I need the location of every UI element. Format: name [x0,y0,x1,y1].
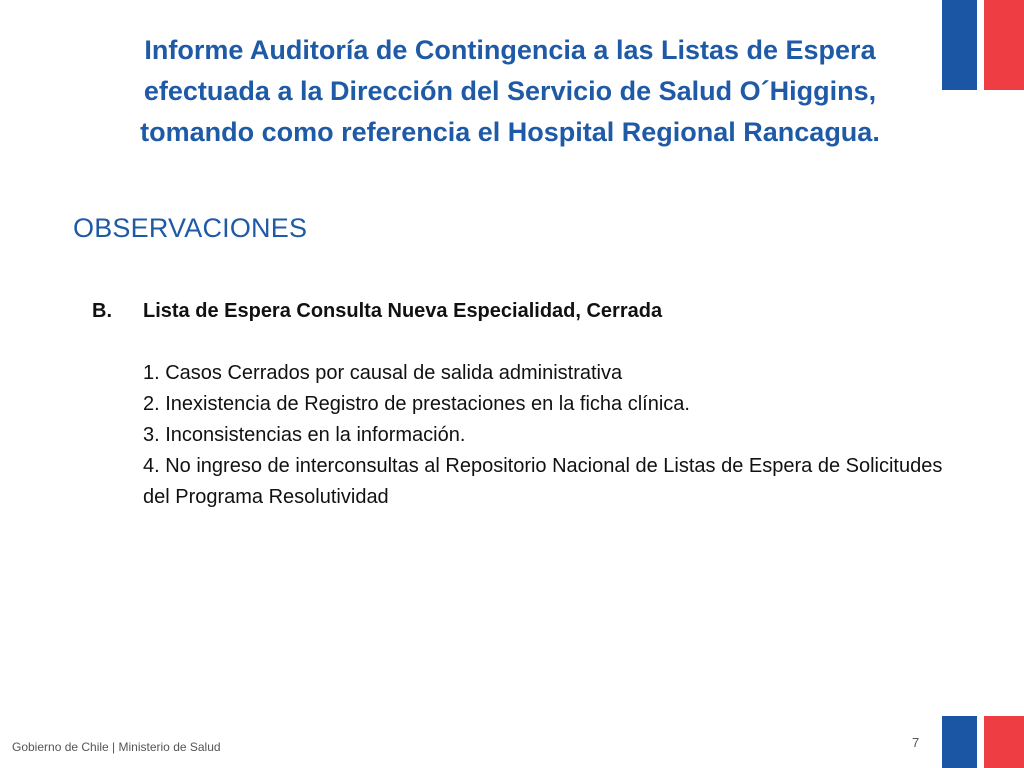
title-line: Informe Auditoría de Contingencia a las Listas de Espera [144,35,876,65]
page-number: 7 [912,735,920,750]
title-line: tomando como referencia el Hospital Regional Rancagua. [140,117,880,147]
list-item: 3. Inconsistencias en la información. [143,424,466,446]
flag-blue-stripe [942,716,977,768]
slide-title [70,30,950,153]
item-heading: Lista de Espera Consulta Nueva Especialidad, Cerrada [143,300,663,322]
observation-item [92,296,972,513]
item-marker: B. [92,300,112,322]
title-line: efectuada a la Dirección del Servicio de Salud O´Higgins, [143,76,877,106]
section-heading: OBSERVACIONES [73,213,308,243]
chile-flag-stripes-top [942,0,1024,90]
flag-red-stripe [984,0,1024,90]
footer-text: Gobierno de Chile | Ministerio de Salud [12,740,221,754]
observation-list [143,358,972,513]
chile-flag-stripes-bottom [942,716,1024,768]
list-item: 2. Inexistencia de Registro de prestaciones en la ficha clínica. [143,393,690,415]
list-item: 4. No ingreso de interconsultas al Repositorio Nacional de Listas de Espera de Solicitudes del Programa Resolutividad [143,455,943,508]
item-header [92,296,972,327]
list-item: 1. Casos Cerrados por causal de salida administrativa [143,362,623,384]
flag-red-stripe [984,716,1024,768]
